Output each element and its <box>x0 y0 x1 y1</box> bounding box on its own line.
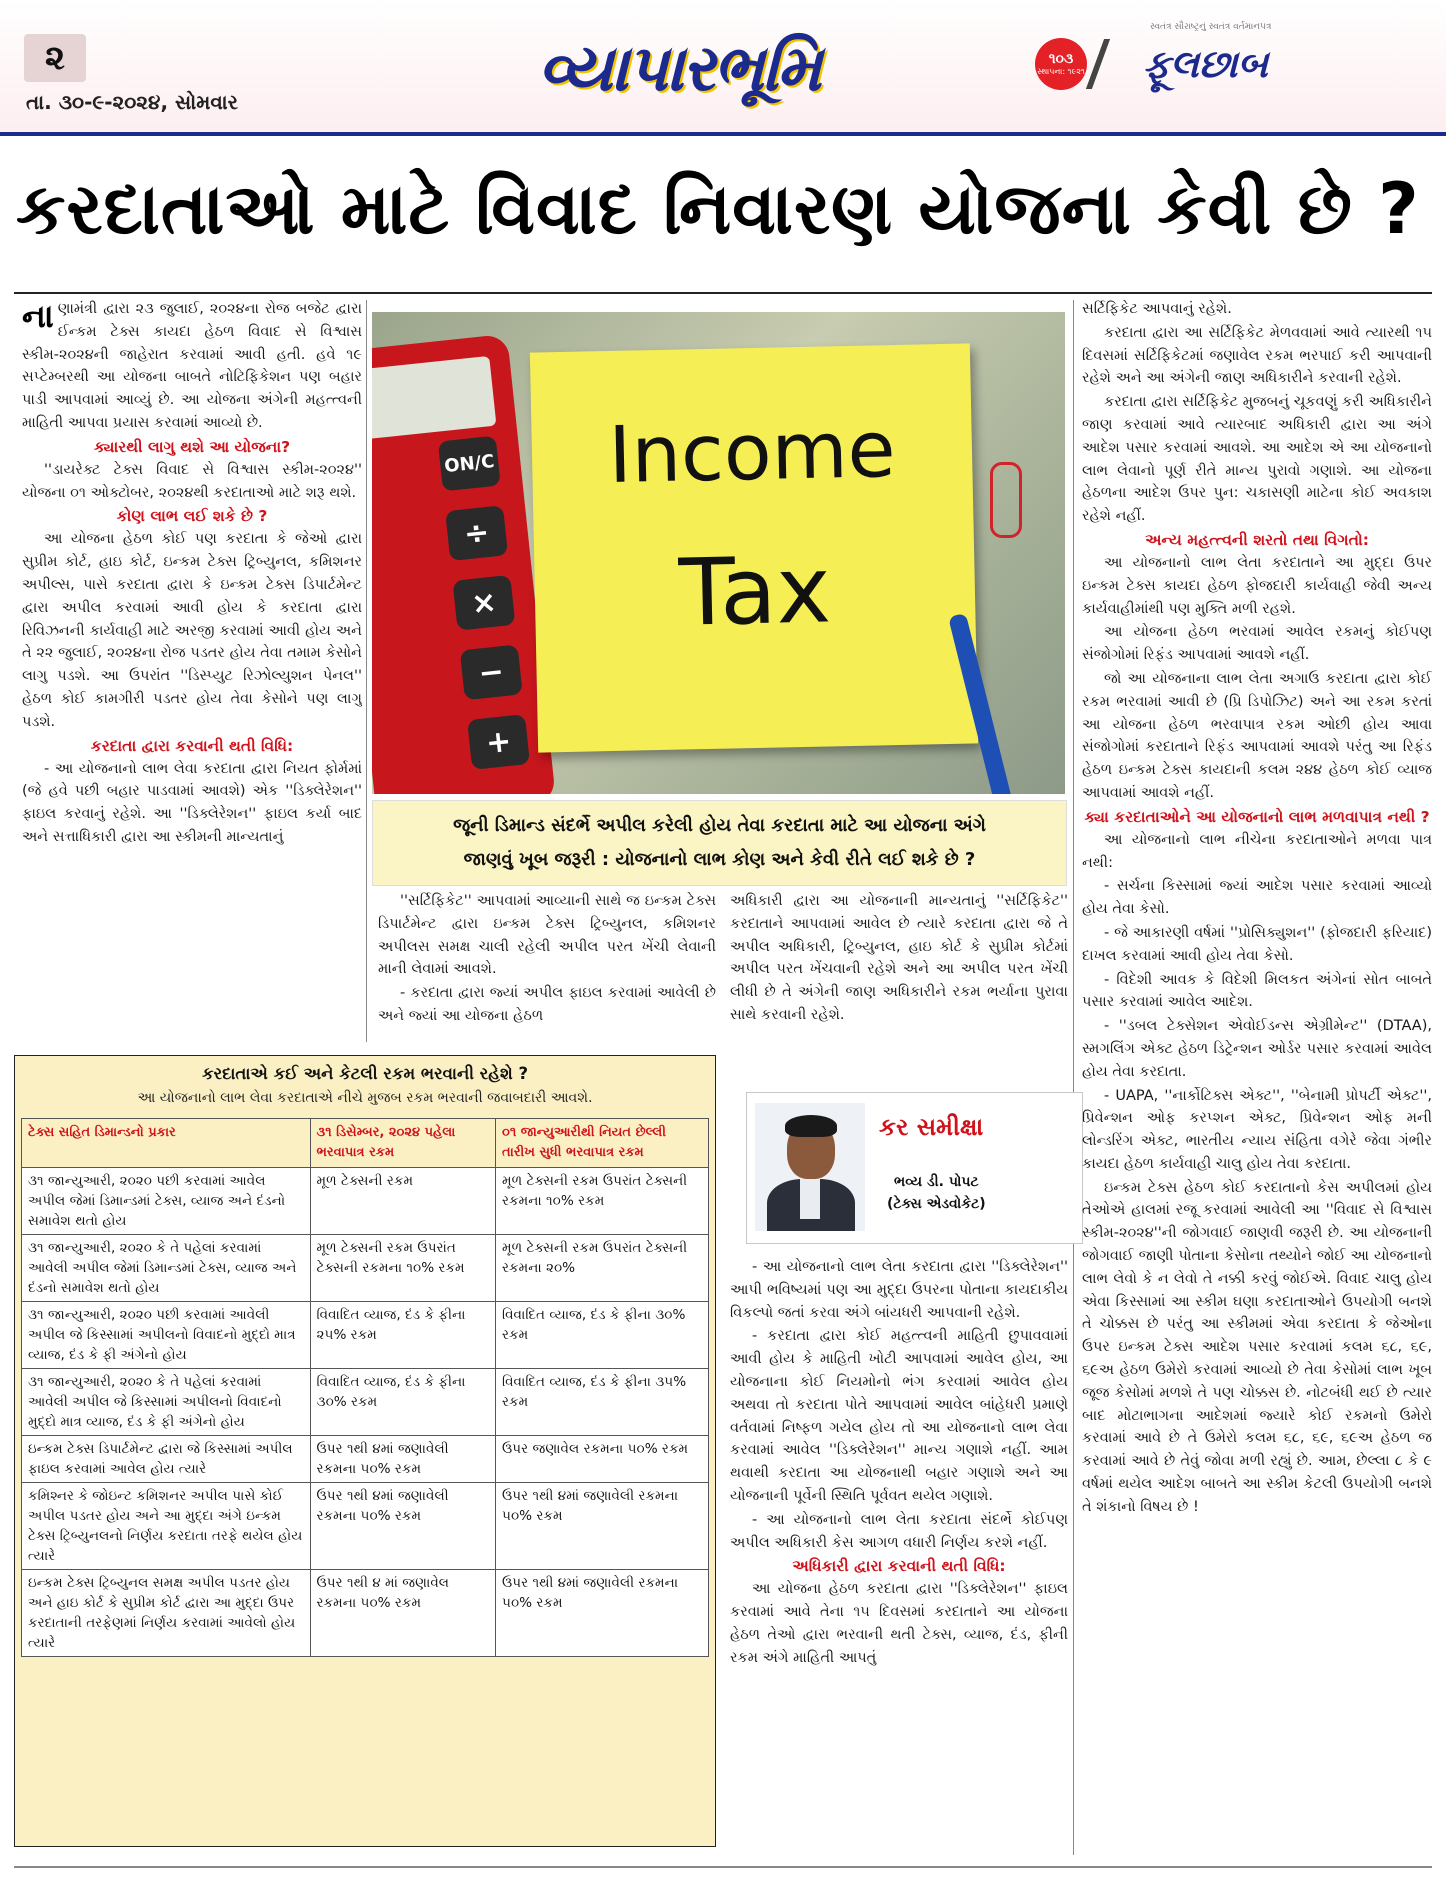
table-cell: ઉપર ૧થી ૪માં જણાવેલી રકમના ૫૦% રકમ <box>310 1436 495 1483</box>
author-name: ભવ્ય ડી. પોપટ <box>894 1174 979 1190</box>
newspaper-logo: વ્યાપારભૂમિ <box>538 32 820 106</box>
table-cell: ઉપર જણાવેલ રકમના ૫૦% રકમ <box>496 1436 709 1483</box>
paragraph: આ યોજનાનો લાભ લેતા કરદાતાને આ મુદ્દા ઉપર ઇન્કમ ટેક્સ કાયદા હેઠળ ફોજદારી કાર્યવાહી જેવી અન્ય કાર્યવાહીમાંથી પણ મુક્તિ મળી રહશે. <box>1082 554 1432 617</box>
subhead-not-eligible: ક્યા કરદાતાઓને આ યોજનાનો લાભ મળવાપાત્ર નથી ? <box>1084 807 1430 826</box>
paragraph: - આ યોજનાનો લાભ લેવા કરદાતા દ્વારા નિયત ફોર્મમાં (જે હવે પછી બહાર પાડવામાં આવશે) એક ''ડિક્લેરેશન'' ફાઇલ કરવાનું રહેશે. આ ''ડિક્લેરેશન'' ફાઇલ કર્યા બાદ અને સત્તાધિકારી દ્વારા આ સ્કીમની માન્યતાનું <box>22 760 362 845</box>
table-cell: વિવાદિત વ્યાજ, દંડ કે ફીના ૩૦% રકમ <box>310 1369 495 1436</box>
calculator-key: × <box>452 575 515 631</box>
calculator-key: ON/C <box>438 436 501 492</box>
paperclip-icon <box>990 462 1022 538</box>
table-row <box>22 1369 709 1436</box>
calculator-key: ÷ <box>445 505 508 561</box>
table-cell: ઉપર ૧થી ૪ માં જણાવેલ રકમના ૫૦% રકમ <box>310 1570 495 1657</box>
author-shirt <box>800 1179 820 1219</box>
subheadline-line-2: જાણવું ખૂબ જરૂરી : યોજનાનો લાભ કોણ અને કેવી રીતે લઈ શકે છે ? <box>463 849 976 870</box>
paragraph: ઇન્કમ ટેક્સ હેઠળ કોઈ કરદાતાનો કેસ અપીલમાં હોય તેઓએ હાલમાં રજૂ કરવામાં આવેલી આ ''વિવાદ સે વિશ્વાસ સ્કીમ-૨૦૨૪''ની જોગવાઈ જાણવી જરૂરી છે. આ યોજનાની જોગવાઈ જાણી પોતાના કેસોના તથ્યોને જોઈ આ યોજનાનો લાભ લેવો કે ન લેવો તે નક્કી કરવું જોઈએ. વિવાદ ચાલુ હોય એવા કિસ્સામાં આ સ્કીમ ઘણા કરદાતાઓને ઉપયોગી બનશે તે ચોક્કસ છે પરંતુ આ સ્કીમમાં એવા કરદાતા કે જેઓના ઉપર ઇન્કમ ટેક્સ આદેશ પસાર કરવામાં કલમ ૬૮, ૬૯, ૬૯અ હેઠળ ઉમેરો કરવામાં આવ્યો છે તેવા કેસોમાં લાભ ખૂબ જૂજ કેસોમાં મળશે તે પણ ચોક્કસ છે. નોટબંધી થઈ છે ત્યાર બાદ મોટાભાગના આદેશમાં જ્યારે કોઈ રકમનો ઉમેરો કરવામાં આવે છે તે ઉમેરો કલમ ૬૮, ૬૯, ૬૯અ હેઠળ જ કરવામાં આવે છે તેવું જોવા મળી રહ્યું છે. આમ, છેલ્લા ૮ કે ૯ વર્ષમાં થયેલ આદેશ બાબતે આ સ્કીમ કેટલી ઉપયોગી બનશે તે શંકાનો વિષય છે ! <box>1082 1179 1432 1515</box>
paragraph: અધિકારી દ્વારા આ યોજનાની માન્યતાનું ''સર્ટિફિકેટ'' કરદાતાને આપવામાં આવેલ છે ત્યારે કરદાતા દ્વારા જે તે અપીલ અધિકારી, ટ્રિબ્યુનલ, હાઇ કોર્ટ કે સુપ્રીમ કોર્ટમાં અપીલ પરત ખેંચવાની રહેશે અને આ અપીલ પરત ખેંચી લીધી છે તે અંગેની જાણ અધિકારીને રકમ ભર્યાના પુરાવા સાથે કરવાની રહેશે. <box>730 893 1068 1023</box>
author-hair <box>785 1115 837 1137</box>
paragraph: - ''ડબલ ટેક્સેશન એવોઈડન્સ એગ્રીમેન્ટ'' (DTAA), સ્મગલિંગ એક્ટ હેઠળ ડિટ્રેન્શન ઓર્ડર પસાર કરવામાં આવેલ હોય તેવા કરદાતા. <box>1082 1018 1432 1080</box>
paragraph: - કરદાતા દ્વારા કોઈ મહત્ત્વની માહિતી છુપાવવામાં આવી હોય કે માહિતી ખોટી આપવામાં આવેલ હોય, આ યોજનાના કોઈ નિયમોનો ભંગ કરવામાં આવેલ હોય અથવા તો કરદાતા પોતે આપવામાં આવેલ બાંહેધરી પ્રમાણે વર્તવામાં નિષ્ફળ ગયેલ હોય તો આ યોજનાનો લાભ લેવા કરવામાં આવેલ ''ડિક્લેરેશન'' માન્ય ગણાશે નહીં. આમ થવાથી કરદાતા આ યોજનાથી બહાર ગણાશે અને આ યોજનાની પૂર્વેની સ્થિતિ પૂર્વવત થયેલ ગણાશે. <box>730 1328 1068 1504</box>
page-number: ૨ <box>24 34 86 82</box>
table-header-row <box>22 1119 709 1168</box>
note-text-tax: Tax <box>677 536 832 647</box>
payment-table-box <box>14 1055 716 1847</box>
headline: કરદાતાઓ માટે વિવાદ નિવારણ યોજના કેવી છે ? <box>16 168 1420 250</box>
column-name: કર સમીક્ષા <box>879 1113 984 1141</box>
subhead-taxpayer-procedure: કરદાતા દ્વારા કરવાની થતી વિધિ: <box>90 736 294 755</box>
table-subtitle: આ યોજનાનો લાભ લેવા કરદાતાએ નીચે મુજબ રકમ ભરવાની જવાબદારી આવશે. <box>137 1090 593 1106</box>
author-title: (ટેક્સ એડવોકેટ) <box>887 1196 986 1212</box>
paragraph: આ યોજના હેઠળ કરદાતા દ્વારા ''ડિક્લેરેશન'' ફાઇલ કરવામાં આવે તેના ૧૫ દિવસમાં કરદાતાને આ યોજના હેઠળ તેઓ દ્વારા ભરવાની થતી ટેક્સ, વ્યાજ, દંડ, ફીની રકમ અંગે માહિતી આપતું <box>730 1581 1068 1666</box>
intro-paragraph: ણામંત્રી દ્વારા ૨૩ જુલાઈ, ૨૦૨૪ના રોજ બજેટ દ્વારા ઈન્કમ ટેક્સ કાયદા હેઠળ વિવાદ સે વિશ્વાસ સ્કીમ-૨૦૨૪ની જાહેરાત કરવામાં આવી હતી. હવે ૧૯ સપ્ટેમ્બરથી આ યોજના બાબતે નોટિફિકેશન પણ બહાર પાડી આપવામાં આવ્યું છે. આ યોજના અંગેની મહત્ત્વની માહિતી આપવા પ્રયાસ કરવામાં આવ્યો છે. <box>22 301 362 431</box>
paragraph: - કરદાતા દ્વારા જ્યાં અપીલ ફાઇલ કરવામાં આવેલી છે અને જ્યાં આ યોજના હેઠળ <box>378 985 716 1024</box>
author-box <box>746 1092 1083 1244</box>
table-cell: મૂળ ટેક્સની રકમ ઉપરાંત ટેક્સની રકમના ૧૦% રકમ <box>496 1168 709 1235</box>
paragraph: આ યોજના હેઠળ કોઈ પણ કરદાતા કે જેઓ દ્વારા સુપ્રીમ કોર્ટ, હાઇ કોર્ટ, ઇન્કમ ટેક્સ ટ્રિબ્યુનલ, કમિશનર અપીલ્સ, પાસે કરદાતા દ્વારા કે ઇન્કમ ટેક્સ ડિપાર્ટમેન્ટ દ્વારા અપીલ કરવામાં આવી હોય કે કરદાતા દ્વારા રિવિઝનની કાર્યવાહી માટે અરજી કરવામાં આવી હોય અને તે ૨૨ જુલાઈ, ૨૦૨૪ના રોજ પડતર હોય તેવા તમામ કેસોને લાગુ પડશે. આ ઉપરાંત ''ડિસ્પ્યુટ રિઝોલ્યુશન પેનલ'' હેઠળ કોઈ કામગીરી પડતર હોય તેવા કેસોને પણ લાગુ પડશે. <box>22 531 362 730</box>
table-cell: ૩૧ જાન્યુઆરી, ૨૦૨૦ કે તે પહેલાં કરવામાં આવેલી અપીલ જે કિસ્સામાં અપીલનો વિવાદનો મુદ્દો માત્ર વ્યાજ, દંડ કે ફી અંગેનો હોય <box>22 1369 311 1436</box>
calculator-screen <box>372 356 496 440</box>
paragraph: આ યોજનાનો લાભ નીચેના કરદાતાઓને મળવા પાત્ર નથી: <box>1082 831 1432 871</box>
table-cell: મૂળ ટેક્સની રકમ <box>310 1168 495 1235</box>
paragraph: ''સર્ટિફિકેટ'' આપવામાં આવ્યાની સાથે જ ઇન્કમ ટેક્સ ડિપાર્ટમેન્ટ દ્વારા ઇન્કમ ટેક્સ ટ્રિબ્યુનલ, કમિશનર અપીલસ સમક્ષ ચાલી રહેલી અપીલ પરત ખેંચી લેવાની માની લેવામાં આવશે. <box>378 893 716 978</box>
table-cell: ઉપર ૧થી ૪માં જણાવેલી રકમના ૫૦% રકમ <box>496 1570 709 1657</box>
paragraph: - વિદેશી આવક કે વિદેશી મિલકત અંગેનાં સોત બાબતે પસાર કરવામાં આવેલ આદેશ. <box>1082 971 1432 1011</box>
table-row <box>22 1570 709 1657</box>
table-cell: વિવાદિત વ્યાજ, દંડ કે ફીના ૩૫% રકમ <box>496 1369 709 1436</box>
subhead-officer-procedure: અધિકારી દ્વારા કરવાની થતી વિધિ: <box>792 1557 1006 1576</box>
author-byline <box>887 1171 986 1215</box>
dropcap: ના <box>22 298 54 335</box>
table-row <box>22 1302 709 1369</box>
column-3 <box>730 1256 1068 1856</box>
subheadline-line-1: જૂની ડિમાન્ડ સંદર્ભે અપીલ કરેલી હોય તેવા કરદાતા માટે આ યોજના અંગે <box>453 815 986 836</box>
table-row <box>22 1168 709 1235</box>
partner-logo: ફૂલછાબ <box>1143 41 1269 86</box>
subhead-when: ક્યારથી લાગુ થશે આ યોજના? <box>93 437 291 456</box>
paragraph: કરદાતા દ્વારા સર્ટિફિકેટ મુજબનું ચૂકવણું કરી અધિકારીને જાણ કરવામાં આવે ત્યારબાદ અધિકારી દ્વારા આ અંગે આદેશ પસાર કરવામાં આવશે. આ આદેશ એ આ યોજનાનો લાભ લેવાનો પૂર્ણ રીતે માન્ય પુરાવો ગણાશે. આ યોજના હેઠળના આદેશ ઉપર પુન: ચકાસણી માટેના કોઈ અવકાશ રહેશે નહીં. <box>1082 394 1432 525</box>
table-cell: કમિશ્નર કે જોઇન્ટ કમિશનર અપીલ પાસે કોઈ અપીલ પડતર હોય અને આ મુદ્દા અંગે ઇન્કમ ટેક્સ ટ્રિબ્યુનલનો નિર્ણય કરદાતા તરફે થયેલ હોય ત્યારે <box>22 1483 311 1570</box>
subheadline-box <box>372 800 1067 886</box>
anniversary-number: ૧૦૩ <box>1048 51 1074 67</box>
paragraph: - જે આકારણી વર્ષમાં ''પ્રોસિક્યુશન'' (ફોજદારી ફરિયાદ) દાખલ કરવામાં આવી હોય તેવા કેસો. <box>1082 924 1432 964</box>
anniversary-badge <box>1035 38 1087 90</box>
tagline: સ્વતંત્ર સૌરાષ્ટ્રનું સ્વતંત્ર વર્તમાનપત્ર <box>1150 22 1272 32</box>
table-cell: મૂળ ટેક્સની રકમ ઉપરાંત ટેક્સની રકમના ૧૦% રકમ <box>310 1235 495 1302</box>
sticky-note <box>530 343 978 752</box>
table-cell: ઇન્કમ ટેક્સ ડિપાર્ટમેન્ટ દ્વારા જે કિસ્સામાં અપીલ ફાઇલ કરવામાં આવેલ હોય ત્યારે <box>22 1436 311 1483</box>
column-header: ૦૧ જાન્યુઆરીથી નિયત છેલ્લી તારીખ સુધી ભરવાપાત્ર રકમ <box>496 1119 709 1168</box>
paragraph: સર્ટિફિકેટ આપવાનું રહેશે. <box>1082 301 1232 317</box>
subhead-other-conditions: અન્ય મહત્ત્વની શરતો તથા વિગતો: <box>1145 530 1369 549</box>
paragraph: - સર્ચના કિસ્સામાં જ્યાં આદેશ પસાર કરવામાં આવ્યો હોય તેવા કેસો. <box>1082 878 1432 918</box>
paragraph: ''ડાયરેક્ટ ટેક્સ વિવાદ સે વિશ્વાસ સ્કીમ-૨૦૨૪'' યોજના ૦૧ ઓક્ટોબર, ૨૦૨૪થી કરદાતાઓ માટે શરૂ થશે. <box>22 461 362 501</box>
table-cell: ઇન્કમ ટેક્સ ટ્રિબ્યુનલ સમક્ષ અપીલ પડતર હોય અને હાઇ કોર્ટ કે સુપ્રીમ કોર્ટ દ્વારા આ મુદ્દા ઉપર કરદાતાની તરફેણમાં નિર્ણય કરવામાં આવેલો હોય ત્યારે <box>22 1570 311 1657</box>
column-rule <box>366 300 367 1042</box>
table-cell: ૩૧ જાન્યુઆરી, ૨૦૨૦ પછી કરવામાં આવેલી અપીલ જે કિસ્સામાં અપીલનો વિવાદનો મુદ્દો માત્ર વ્યાજ, દંડ કે ફી અંગેનો હોય <box>22 1302 311 1369</box>
paragraph: કરદાતા દ્વારા આ સર્ટિફિકેટ મેળવવામાં આવે ત્યારથી ૧૫ દિવસમાં સર્ટિફિકેટમાં જણાવેલ રકમ ભરપાઈ કરી આપવાની રહેશે અને આ અંગેની જાણ અધિકારીને કરવાની રહેશે. <box>1082 324 1432 387</box>
paragraph: - આ યોજનાનો લાભ લેતા કરદાતા સંદર્ભે કોઈપણ અપીલ અધિકારી કેસ આગળ વધારી નિર્ણય કરશે નહીં. <box>730 1511 1068 1551</box>
table-cell: ૩૧ જાન્યુઆરી, ૨૦૨૦ પછી કરવામાં આવેલ અપીલ જેમાં ડિમાન્ડમાં ટેક્સ, વ્યાજ અને દંડનો સમાવેશ થતો હોય <box>22 1168 311 1235</box>
author-photo <box>755 1103 865 1231</box>
table-cell: ઉપર ૧થી ૪માં જણાવેલી રકમના ૫૦% રકમ <box>310 1483 495 1570</box>
partner-logos <box>1035 38 1268 90</box>
paragraph: આ યોજના હેઠળ ભરવામાં આવેલ રકમનું કોઈપણ સંજોગોમાં રિફંડ આપવામાં આવશે નહીં. <box>1082 624 1432 664</box>
table-row <box>22 1235 709 1302</box>
calculator-key: + <box>467 714 530 770</box>
table-title: કરદાતાએ કઈ અને કેટલી રકમ ભરવાની રહેશે ? <box>201 1064 529 1083</box>
table-cell: વિવાદિત વ્યાજ, દંડ કે ફીના ૨૫% રકમ <box>310 1302 495 1369</box>
payment-table <box>21 1118 709 1657</box>
table-cell: ઉપર ૧થી ૪માં જણાવેલી રકમના ૫૦% રકમ <box>496 1483 709 1570</box>
column-3-top <box>730 890 1068 1070</box>
table-cell: વિવાદિત વ્યાજ, દંડ કે ફીના ૩૦% રકમ <box>496 1302 709 1369</box>
income-tax-photo <box>372 312 1065 794</box>
column-header: ટેક્સ સહિત ડિમાન્ડનો પ્રકાર <box>22 1119 311 1168</box>
bottom-rule <box>14 1866 1432 1868</box>
column-rule <box>1073 300 1074 1855</box>
paragraph: - આ યોજનાનો લાભ લેતા કરદાતા દ્વારા ''ડિક્લેરેશન'' આપી ભવિષ્યમાં પણ આ મુદ્દા ઉપરના પોતાના કાયદાકીય વિકલ્પો જતાં કરવા અંગે બાંયધરી આપવાની રહેશે. <box>730 1259 1068 1321</box>
table-row <box>22 1436 709 1483</box>
column-1 <box>22 298 362 1033</box>
quill-icon <box>1086 39 1144 89</box>
table-row <box>22 1483 709 1570</box>
dateline: તા. ૩૦-૯-૨૦૨૪, સોમવાર <box>26 90 239 114</box>
calculator-image <box>372 334 556 794</box>
table-cell: મૂળ ટેક્સની રકમ ઉપરાંત ટેક્સની રકમના ૨૦% <box>496 1235 709 1302</box>
subhead-who: કોણ લાભ લઈ શકે છે ? <box>116 507 268 526</box>
calculator-key: − <box>460 644 523 700</box>
column-2 <box>378 890 716 1040</box>
note-text-income: Income <box>607 405 897 502</box>
column-header: ૩૧ ડિસેમ્બર, ૨૦૨૪ પહેલા ભરવાપાત્ર રકમ <box>310 1119 495 1168</box>
paragraph: જો આ યોજનાના લાભ લેતા અગાઉ કરદાતા દ્વારા કોઈ રકમ ભરવામાં આવી છે (પ્રિ ડિપોઝિટ) અને આ રકમ કરતાં આ યોજના હેઠળ ભરવાપાત્ર રકમ ઓછી હોય આવા સંજોગોમાં કરદાતાને રિફંડ આપવામાં આવશે પરંતુ આ રિફંડ હેઠળ ઇન્કમ ટેક્સ કાયદાની કલમ ૨૪૪ હેઠળ કોઈ વ્યાજ આપવામાં આવશે નહીં. <box>1082 670 1432 801</box>
headline-rule <box>14 292 1432 294</box>
column-4 <box>1082 298 1432 1858</box>
anniversary-sub: સ્થાપના: ૧૯૨૧ <box>1037 67 1085 76</box>
masthead-rule <box>0 132 1446 136</box>
table-cell: ૩૧ જાન્યુઆરી, ૨૦૨૦ કે તે પહેલાં કરવામાં આવેલી અપીલ જેમાં ડિમાન્ડમાં ટેક્સ, વ્યાજ અને દંડનો સમાવેશ થતો હોય <box>22 1235 311 1302</box>
paragraph: - UAPA, ''નાર્કોટિક્સ એક્ટ'', ''બેનામી પ્રોપર્ટી એક્ટ'', પ્રિવેન્શન ઓફ કરપ્શન એક્ટ, પ્રિવેન્શન ઓફ મની લોન્ડરિંગ એક્ટ, ભારતીય ન્યાય સંહિતા વગેરે જેવા ગંભીર કાયદા હેઠળ કાર્યવાહી ચાલુ હોય તેવા કરદાતા. <box>1082 1087 1432 1172</box>
